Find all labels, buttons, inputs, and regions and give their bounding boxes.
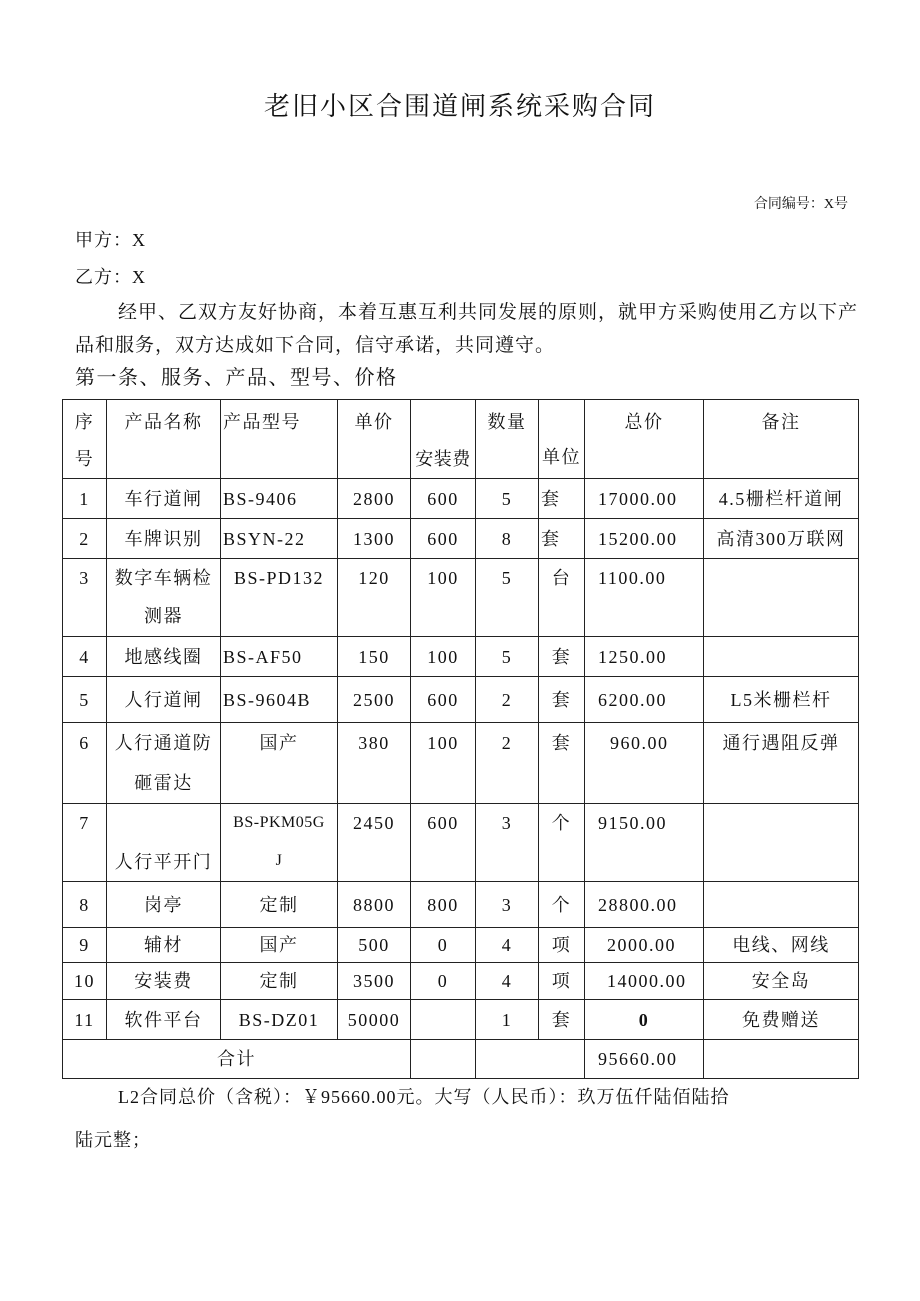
cell-product-name: 人行道闸	[107, 677, 221, 723]
header-no	[63, 400, 107, 479]
table-row	[63, 559, 859, 637]
cell-quantity: 5	[476, 479, 539, 519]
cell-install-fee: 600	[411, 519, 476, 559]
cell-total: 14000.00	[585, 963, 704, 1000]
cell-product-name: 数字车辆检测器	[107, 559, 221, 637]
cell-remark	[704, 637, 859, 677]
table-row	[63, 928, 859, 963]
total-empty-remark	[704, 1040, 859, 1079]
intro-paragraph: 经甲、乙双方友好协商，本着互惠互利共同发展的原则，就甲方采购使用乙方以下产品和服务，双方达成如下合同，信守承诺，共同遵守。	[75, 302, 859, 356]
table-row	[63, 882, 859, 928]
party-b: 乙方：X	[75, 267, 146, 287]
cell-unit: 台	[539, 559, 585, 637]
total-label: 合计	[63, 1040, 411, 1079]
cell-remark	[704, 559, 859, 637]
cell-remark: 安全岛	[704, 963, 859, 1000]
header-unit-price: 单价	[338, 400, 411, 479]
cell-unit-price: 150	[338, 637, 411, 677]
cell-no: 10	[63, 963, 107, 1000]
cell-unit: 套	[539, 637, 585, 677]
cell-remark: 4.5栅栏杆道闸	[704, 479, 859, 519]
cell-model: BSYN-22	[221, 519, 338, 559]
cell-model	[221, 804, 338, 882]
cell-unit: 项	[539, 963, 585, 1000]
table-row	[63, 963, 859, 1000]
cell-quantity: 5	[476, 637, 539, 677]
cell-model: 国产	[221, 928, 338, 963]
cell-install-fee: 0	[411, 963, 476, 1000]
cell-no: 11	[63, 1000, 107, 1040]
cell-model: BS-PD132	[221, 559, 338, 637]
cell-unit-price: 2450	[338, 804, 411, 882]
cell-total: 960.00	[585, 723, 704, 804]
cell-remark: 通行遇阻反弹	[704, 723, 859, 804]
table-row	[63, 519, 859, 559]
cell-unit-price: 2800	[338, 479, 411, 519]
total-empty-install-fee	[411, 1040, 476, 1079]
cell-product-name: 人行平开门	[107, 804, 221, 882]
cell-model: BS-9406	[221, 479, 338, 519]
cell-product-name: 辅材	[107, 928, 221, 963]
cell-remark: 高清300万联网	[704, 519, 859, 559]
cell-install-fee: 600	[411, 479, 476, 519]
cell-quantity: 5	[476, 559, 539, 637]
cell-no: 7	[63, 804, 107, 882]
cell-remark: 电线、网线	[704, 928, 859, 963]
cell-total: 9150.00	[585, 804, 704, 882]
cell-model: 国产	[221, 723, 338, 804]
cell-total: 1250.00	[585, 637, 704, 677]
header-no-label: 序号	[74, 412, 95, 469]
cell-total: 1100.00	[585, 559, 704, 637]
cell-unit-price: 8800	[338, 882, 411, 928]
cell-unit-price: 1300	[338, 519, 411, 559]
document-title: 老旧小区合围道闸系统采购合同	[263, 92, 656, 121]
header-model: 产品型号	[221, 400, 338, 479]
cell-quantity: 2	[476, 677, 539, 723]
table-total-row	[63, 1040, 859, 1079]
price-table	[62, 399, 859, 1079]
header-total: 总价	[585, 400, 704, 479]
cell-total: 0	[585, 1000, 704, 1040]
cell-product-name: 岗亭	[107, 882, 221, 928]
cell-remark	[704, 882, 859, 928]
cell-quantity: 2	[476, 723, 539, 804]
cell-total: 15200.00	[585, 519, 704, 559]
cell-install-fee: 0	[411, 928, 476, 963]
table-row	[63, 677, 859, 723]
cell-no: 5	[63, 677, 107, 723]
table-row	[63, 723, 859, 804]
table-header-row	[63, 400, 859, 479]
header-unit: 单位	[539, 400, 585, 479]
cell-no: 3	[63, 559, 107, 637]
cell-remark: 免费赠送	[704, 1000, 859, 1040]
total-empty-quantity-unit	[476, 1040, 585, 1079]
table-row	[63, 637, 859, 677]
cell-unit-price: 380	[338, 723, 411, 804]
cell-quantity: 8	[476, 519, 539, 559]
cell-total: 6200.00	[585, 677, 704, 723]
cell-no: 2	[63, 519, 107, 559]
table-row	[63, 479, 859, 519]
header-quantity: 数量	[476, 400, 539, 479]
cell-product-name: 安装费	[107, 963, 221, 1000]
cell-model: BS-9604B	[221, 677, 338, 723]
cell-model: 定制	[221, 963, 338, 1000]
cell-unit: 套	[539, 519, 585, 559]
cell-no: 6	[63, 723, 107, 804]
header-install-fee: 安装费	[411, 400, 476, 479]
header-product-name: 产品名称	[107, 400, 221, 479]
cell-unit: 套	[539, 1000, 585, 1040]
cell-model: 定制	[221, 882, 338, 928]
cell-no: 4	[63, 637, 107, 677]
cell-unit-price: 120	[338, 559, 411, 637]
cell-unit-price: 50000	[338, 1000, 411, 1040]
cell-no: 1	[63, 479, 107, 519]
cell-unit: 项	[539, 928, 585, 963]
cell-remark	[704, 804, 859, 882]
cell-total: 28800.00	[585, 882, 704, 928]
header-remark: 备注	[704, 400, 859, 479]
cell-total: 17000.00	[585, 479, 704, 519]
cell-unit: 个	[539, 882, 585, 928]
cell-product-name: 软件平台	[107, 1000, 221, 1040]
cell-no: 8	[63, 882, 107, 928]
cell-unit-price: 2500	[338, 677, 411, 723]
cell-unit-price: 3500	[338, 963, 411, 1000]
contract-price-line-1: L2合同总价（含税）：￥95660.00元。大写（人民币）：玖万伍仟陆佰陆拾	[118, 1087, 730, 1107]
cell-quantity: 3	[476, 882, 539, 928]
cell-product-name: 地感线圈	[107, 637, 221, 677]
cell-model: BS-AF50	[221, 637, 338, 677]
party-a: 甲方：X	[75, 230, 146, 250]
cell-quantity: 1	[476, 1000, 539, 1040]
cell-quantity: 4	[476, 963, 539, 1000]
cell-install-fee: 800	[411, 882, 476, 928]
table-row	[63, 1000, 859, 1040]
cell-install-fee	[411, 1000, 476, 1040]
cell-model-text: BS-PKM05GJ	[233, 814, 325, 869]
cell-install-fee: 100	[411, 637, 476, 677]
cell-unit: 套	[539, 677, 585, 723]
cell-install-fee: 600	[411, 804, 476, 882]
cell-unit: 个	[539, 804, 585, 882]
cell-unit-price: 500	[338, 928, 411, 963]
cell-unit: 套	[539, 723, 585, 804]
cell-quantity: 4	[476, 928, 539, 963]
cell-product-name: 车牌识别	[107, 519, 221, 559]
cell-model: BS-DZ01	[221, 1000, 338, 1040]
cell-total: 2000.00	[585, 928, 704, 963]
contract-price-line-2: 陆元整；	[75, 1130, 151, 1150]
contract-number: 合同编号：X号	[753, 197, 848, 212]
cell-install-fee: 100	[411, 723, 476, 804]
cell-no: 9	[63, 928, 107, 963]
cell-unit: 套	[539, 479, 585, 519]
cell-quantity: 3	[476, 804, 539, 882]
table-row	[63, 804, 859, 882]
cell-remark: L5米栅栏杆	[704, 677, 859, 723]
cell-install-fee: 600	[411, 677, 476, 723]
cell-product-name: 车行道闸	[107, 479, 221, 519]
cell-product-name: 人行通道防砸雷达	[107, 723, 221, 804]
cell-install-fee: 100	[411, 559, 476, 637]
total-amount: 95660.00	[585, 1040, 704, 1079]
section-1-heading: 第一条、服务、产品、型号、价格	[75, 367, 398, 389]
